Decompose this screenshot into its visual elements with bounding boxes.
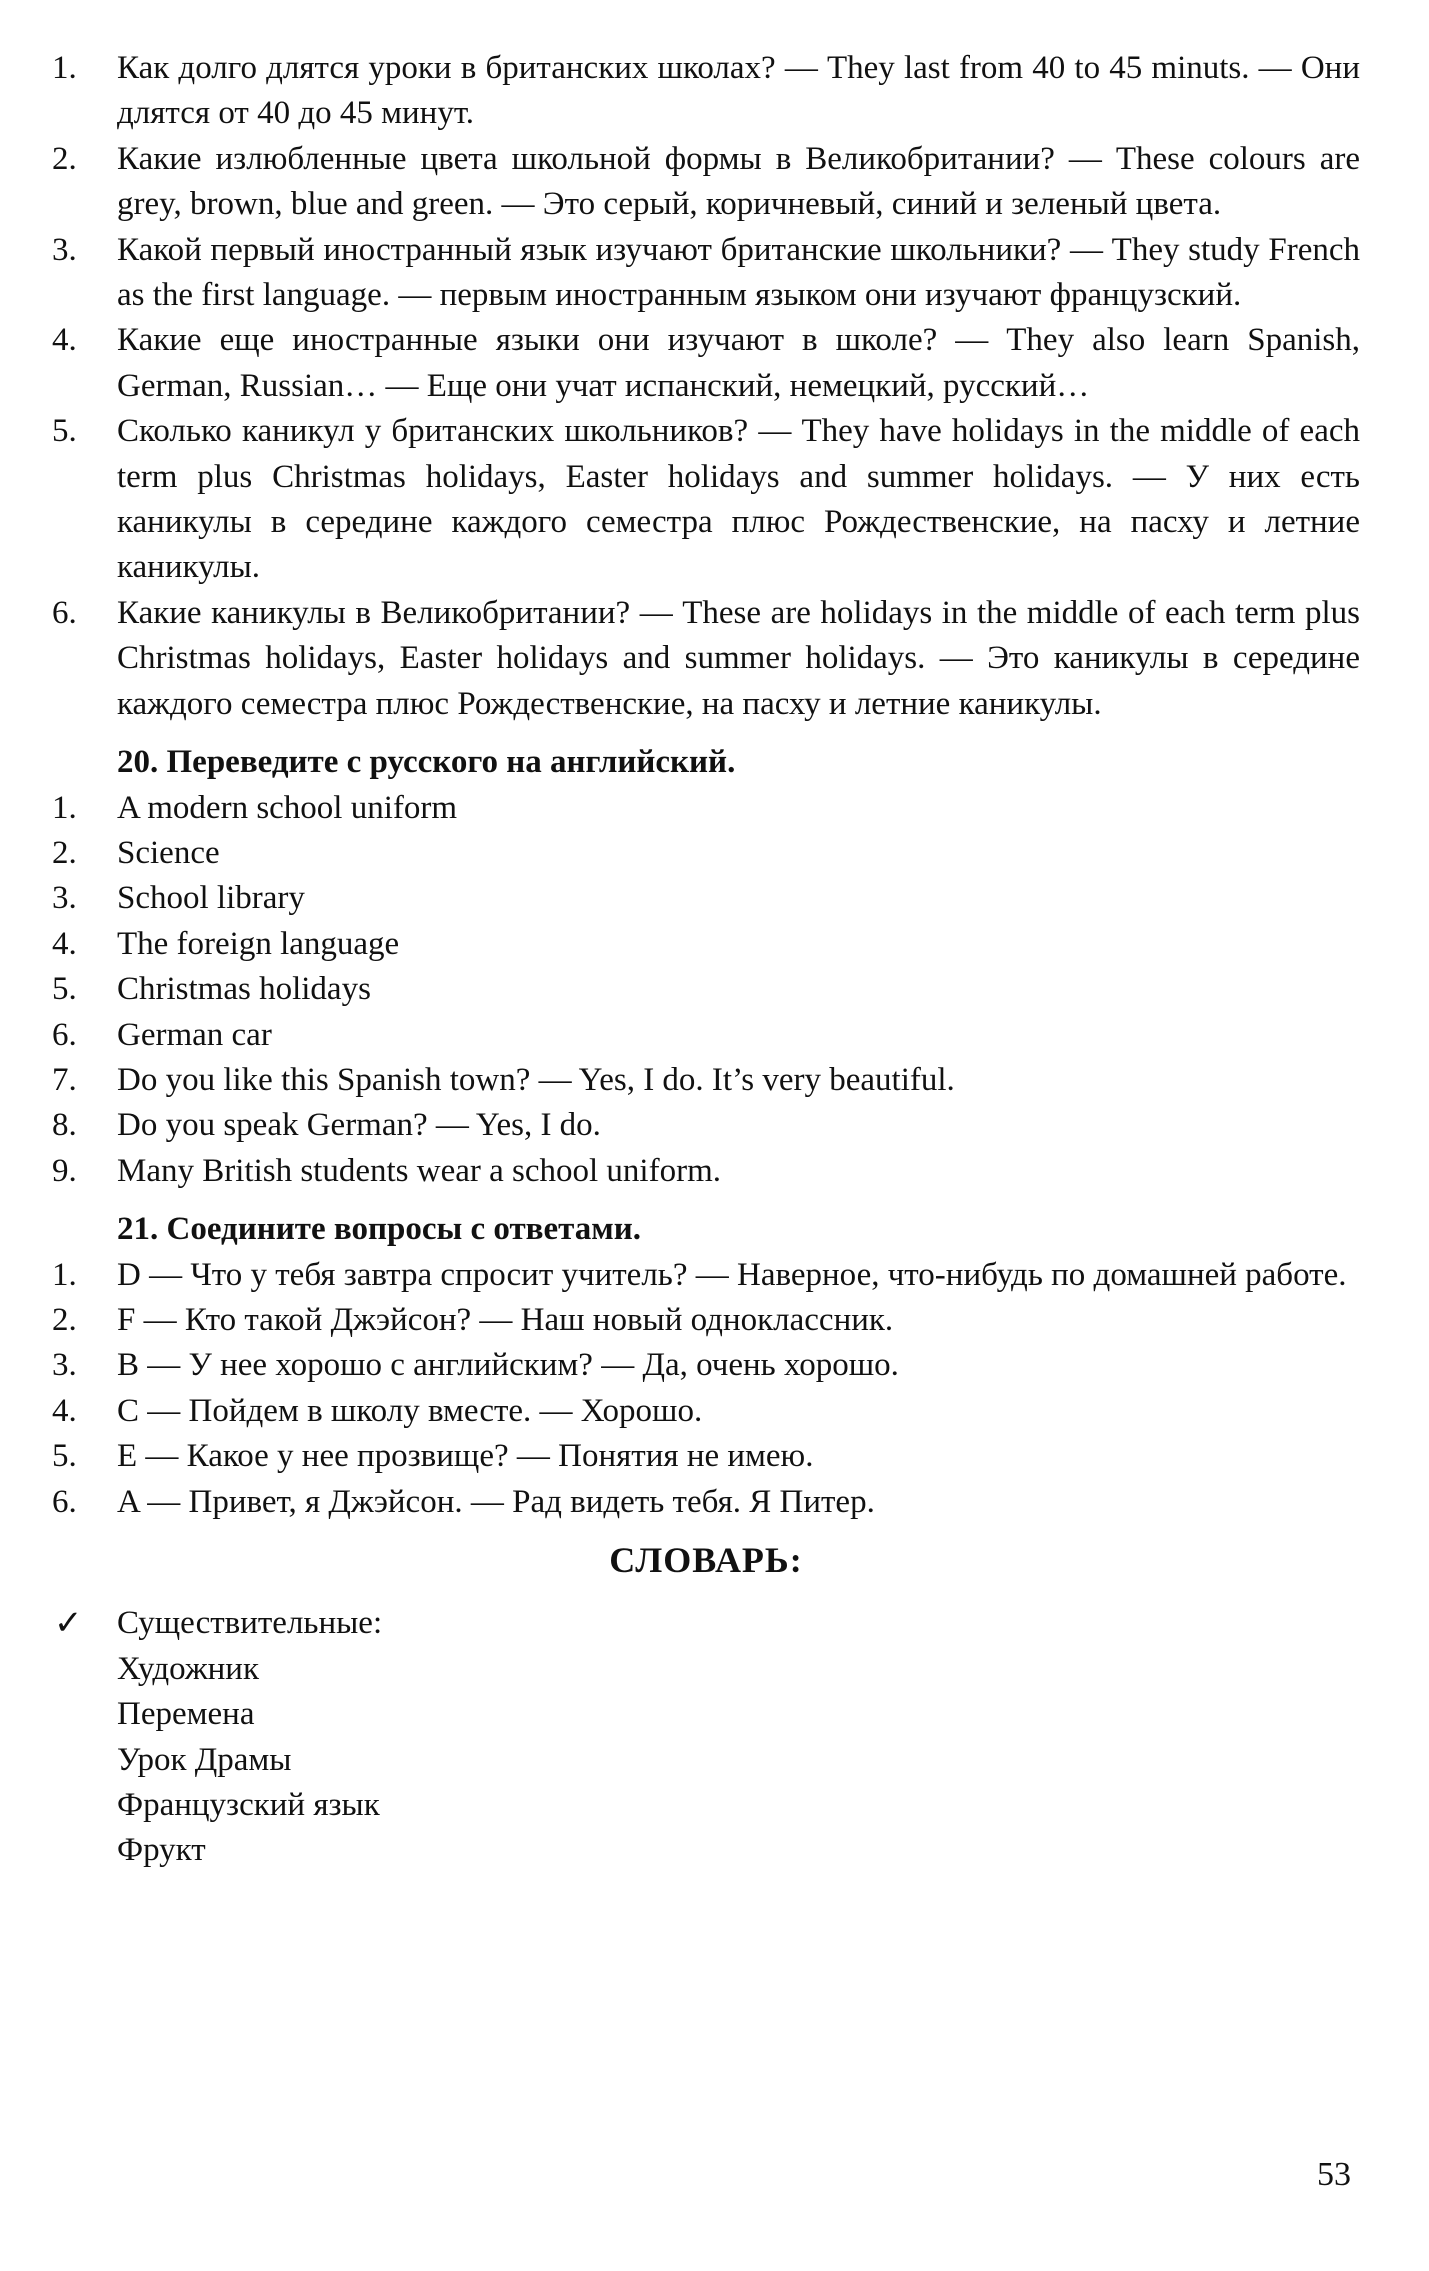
answers-list bbox=[52, 46, 1360, 727]
item-number: 1. bbox=[52, 789, 77, 826]
dictionary-words bbox=[117, 1647, 382, 1874]
item-number: 6. bbox=[52, 594, 77, 631]
item-text: A — Привет, я Джэйсон. — Рад видеть тебя. Я Питер. bbox=[117, 1483, 875, 1520]
list-item bbox=[52, 1434, 1360, 1479]
item-text: Many British students wear a school uniform. bbox=[117, 1152, 721, 1189]
item-number: 2. bbox=[52, 834, 77, 871]
exercise-21-list bbox=[52, 1253, 1360, 1525]
item-number: 2. bbox=[52, 1301, 77, 1338]
dictionary-word: Французский язык bbox=[117, 1787, 380, 1824]
list-item bbox=[52, 1343, 1360, 1388]
item-number: 4. bbox=[52, 1392, 77, 1429]
item-number: 3. bbox=[52, 880, 77, 917]
dictionary-category: Существительные: bbox=[117, 1605, 383, 1642]
list-item bbox=[52, 876, 1360, 921]
list-item bbox=[52, 1149, 1360, 1194]
item-number: 2. bbox=[52, 140, 77, 177]
page-number: 53 bbox=[1317, 2156, 1351, 2193]
item-text: Сколько каникул у британских школьников? — They have holidays in the middle of each term plus Christmas holidays, Easter holidays and summer holidays. — У них есть каникулы в середине каждого семестра плюс Рождественские, на пасху и летние каникулы. bbox=[117, 413, 1360, 586]
item-number: 3. bbox=[52, 231, 77, 268]
list-item bbox=[52, 318, 1360, 409]
list-item bbox=[52, 831, 1360, 876]
list-item bbox=[52, 46, 1360, 137]
item-number: 7. bbox=[52, 1061, 77, 1098]
item-text: Какие еще иностранные языки они изучают в школе? — They also learn Spanish, German, Russian… — Еще они учат испанский, немецкий, русский… bbox=[117, 322, 1360, 404]
dictionary-title: СЛОВАРЬ: bbox=[609, 1540, 803, 1580]
list-item bbox=[52, 1298, 1360, 1343]
item-text: Какой первый иностранный язык изучают британские школьники? — They study French as the first language. — первым иностранным языком они изучают французский. bbox=[117, 231, 1360, 314]
item-number: 5. bbox=[52, 1438, 77, 1475]
item-number: 9. bbox=[52, 1152, 77, 1189]
item-text: School library bbox=[117, 880, 305, 917]
item-number: 6. bbox=[52, 1016, 77, 1053]
list-item bbox=[52, 967, 1360, 1012]
item-text: Какие каникулы в Великобритании? — These are holidays in the middle of each term plus Christmas holidays, Easter holidays and summer holidays. — Это каникулы в середине каждого семестра плюс Рождественские, на пасху и летние каникулы. bbox=[117, 594, 1360, 722]
item-text: E — Какое у нее прозвище? — Понятия не имею. bbox=[117, 1438, 814, 1475]
item-text: Какие излюбленные цвета школьной формы в Великобритании? — These colours are grey, brown, blue and green. — Это серый, коричневый, синий и зеленый цвета. bbox=[117, 140, 1360, 223]
list-item bbox=[52, 228, 1360, 319]
item-text: A modern school uniform bbox=[117, 789, 458, 826]
checkmark-icon: ✓ bbox=[54, 1605, 83, 1643]
list-item bbox=[52, 137, 1360, 228]
exercise-20-list bbox=[52, 786, 1360, 1195]
item-text: Как долго длятся уроки в британских школах? — They last from 40 to 45 minuts. — Они длятся от 40 до 45 минут. bbox=[117, 50, 1360, 132]
item-text: German car bbox=[117, 1016, 272, 1053]
item-number: 8. bbox=[52, 1107, 77, 1144]
list-item bbox=[52, 591, 1360, 727]
item-number: 5. bbox=[52, 971, 77, 1008]
dictionary-word: Художник bbox=[117, 1650, 259, 1687]
list-item bbox=[52, 1058, 1360, 1103]
item-text: F — Кто такой Джэйсон? — Наш новый одноклассник. bbox=[117, 1301, 894, 1338]
dictionary-word: Фрукт bbox=[117, 1832, 206, 1869]
item-number: 4. bbox=[52, 322, 77, 359]
list-item bbox=[52, 1253, 1360, 1298]
item-number: 1. bbox=[52, 50, 77, 86]
dictionary-word: Перемена bbox=[117, 1696, 255, 1733]
item-number: 5. bbox=[52, 413, 77, 450]
page-content bbox=[52, 46, 1360, 1874]
item-number: 6. bbox=[52, 1483, 77, 1520]
dictionary-section bbox=[52, 1601, 1360, 1873]
list-item bbox=[52, 786, 1360, 831]
item-number: 3. bbox=[52, 1347, 77, 1384]
exercise-21-heading: 21. Соедините вопросы с ответами. bbox=[117, 1211, 642, 1248]
item-text: The foreign language bbox=[117, 925, 400, 962]
item-number: 4. bbox=[52, 925, 77, 962]
item-text: Do you speak German? — Yes, I do. bbox=[117, 1107, 601, 1144]
item-text: B — У нее хорошо с английским? — Да, очень хорошо. bbox=[117, 1347, 899, 1384]
exercise-20-heading: 20. Переведите с русского на английский. bbox=[117, 744, 736, 781]
item-text: Do you like this Spanish town? — Yes, I do. It’s very beautiful. bbox=[117, 1061, 955, 1098]
list-item bbox=[52, 922, 1360, 967]
item-text: D — Что у тебя завтра спросит учитель? — Наверное, что-нибудь по домашней работе. bbox=[117, 1256, 1347, 1293]
list-item bbox=[52, 409, 1360, 591]
dictionary-word: Урок Драмы bbox=[117, 1741, 292, 1778]
list-item bbox=[52, 1013, 1360, 1058]
list-item bbox=[52, 1103, 1360, 1148]
item-text: C — Пойдем в школу вместе. — Хорошо. bbox=[117, 1392, 703, 1429]
item-text: Christmas holidays bbox=[117, 971, 371, 1008]
item-number: 1. bbox=[52, 1256, 77, 1293]
list-item bbox=[52, 1480, 1360, 1525]
item-text: Science bbox=[117, 834, 220, 871]
list-item bbox=[52, 1389, 1360, 1434]
